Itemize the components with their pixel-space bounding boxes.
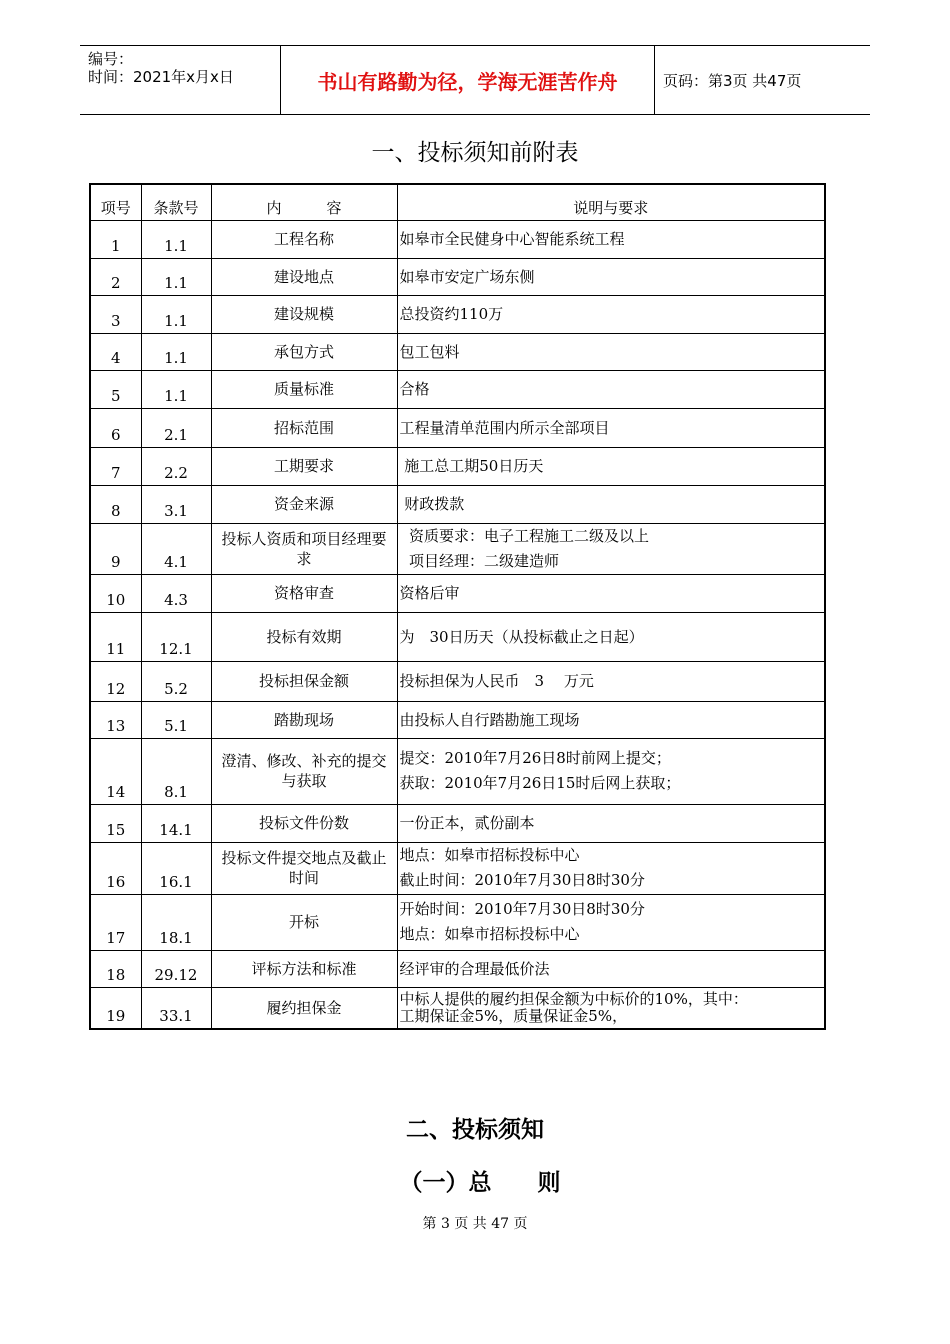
- table-row: [90, 701, 825, 738]
- item-name-cell: 资金来源: [211, 485, 397, 523]
- description-line: 如皋市全民健身中心智能系统工程: [399, 230, 625, 248]
- description-line: 地点：如皋市招标投标中心: [399, 846, 580, 864]
- table-row: [90, 370, 825, 408]
- description-cell: [397, 220, 825, 258]
- description-cell: [397, 258, 825, 295]
- clause-number-cell: 16.1: [141, 842, 211, 894]
- description-line: 项目经理：二级建造师: [399, 551, 560, 570]
- document-code-label: 编号：: [88, 50, 134, 68]
- description-cell: [397, 485, 825, 523]
- description-cell: [397, 987, 825, 1029]
- table-row: [90, 738, 825, 804]
- description-line: 截止时间：2010年7月30日8时30分: [399, 871, 645, 889]
- clause-number-cell: 14.1: [141, 804, 211, 842]
- row-number-cell: 17: [90, 894, 141, 950]
- clause-number-cell: 1.1: [141, 370, 211, 408]
- description-cell: [397, 842, 825, 894]
- clause-number-cell: 8.1: [141, 738, 211, 804]
- table-row: [90, 258, 825, 295]
- description-cell: [397, 804, 825, 842]
- description-cell: [397, 738, 825, 804]
- description-cell: [397, 574, 825, 612]
- description-line: 施工总工期50日历天: [399, 457, 544, 475]
- item-name-cell: 投标担保金额: [211, 661, 397, 701]
- row-number-cell: 14: [90, 738, 141, 804]
- item-name-cell: 投标人资质和项目经理要求: [211, 523, 397, 574]
- table-header-cell: 内 容: [211, 184, 397, 220]
- row-number-cell: 5: [90, 370, 141, 408]
- description-line: 财政拨款: [399, 495, 465, 513]
- table-header-cell: 说明与要求: [397, 184, 825, 220]
- row-number-cell: 8: [90, 485, 141, 523]
- description-line: 如皋市安定广场东侧: [399, 267, 535, 286]
- description-line: 投标担保为人民币 3 万元: [399, 672, 594, 690]
- row-number-cell: 7: [90, 447, 141, 485]
- item-name-cell: 评标方法和标准: [211, 950, 397, 987]
- header-info-cell: [80, 46, 281, 114]
- description-cell: [397, 661, 825, 701]
- description-line: 经评审的合理最低价法: [399, 959, 550, 978]
- table-row: [90, 523, 825, 574]
- row-number-cell: 4: [90, 333, 141, 370]
- item-name-cell: 投标文件提交地点及截止时间: [211, 842, 397, 894]
- item-name-cell: 资格审查: [211, 574, 397, 612]
- table-row: [90, 485, 825, 523]
- table-row: [90, 408, 825, 447]
- description-cell: [397, 701, 825, 738]
- row-number-cell: 9: [90, 523, 141, 574]
- clause-number-cell: 3.1: [141, 485, 211, 523]
- description-line: 提交：2010年7月26日8时前网上提交；: [399, 749, 671, 767]
- clause-number-cell: 1.1: [141, 295, 211, 333]
- page-header: [80, 45, 870, 115]
- description-line: 由投标人自行踏勘施工现场: [399, 710, 580, 729]
- description-cell: [397, 370, 825, 408]
- table-row: [90, 950, 825, 987]
- clause-number-cell: 1.1: [141, 220, 211, 258]
- clause-number-cell: 29.12: [141, 950, 211, 987]
- table-row: [90, 333, 825, 370]
- item-name-cell: 澄清、修改、补充的提交与获取: [211, 738, 397, 804]
- description-cell: [397, 333, 825, 370]
- clause-number-cell: 4.3: [141, 574, 211, 612]
- row-number-cell: 16: [90, 842, 141, 894]
- clause-number-cell: 4.1: [141, 523, 211, 574]
- clause-number-cell: 18.1: [141, 894, 211, 950]
- description-cell: [397, 408, 825, 447]
- description-line: 为 30日历天（从投标截止之日起）: [399, 627, 644, 646]
- document-time-label: 时间：2021年x月x日: [88, 68, 234, 86]
- clause-number-cell: 33.1: [141, 987, 211, 1029]
- row-number-cell: 19: [90, 987, 141, 1029]
- row-number-cell: 2: [90, 258, 141, 295]
- description-cell: [397, 950, 825, 987]
- item-name-cell: 工期要求: [211, 447, 397, 485]
- table-row: [90, 894, 825, 950]
- table-header-cell: 条款号: [141, 184, 211, 220]
- table-row: [90, 842, 825, 894]
- bid-instructions-table: [89, 183, 826, 1030]
- item-name-cell: 工程名称: [211, 220, 397, 258]
- item-name-cell: 投标有效期: [211, 612, 397, 661]
- table-row: [90, 574, 825, 612]
- table-header-cell: 项号: [90, 184, 141, 220]
- page-footer: 第 3 页 共 47 页: [422, 1216, 528, 1232]
- table-row: [90, 447, 825, 485]
- section-title: 一、投标须知前附表: [371, 140, 579, 166]
- clause-number-cell: 5.1: [141, 701, 211, 738]
- description-line: 中标人提供的履约担保金额为中标价的10%，其中：: [399, 989, 748, 1008]
- description-cell: [397, 894, 825, 950]
- description-line: 总投资约110万: [399, 305, 504, 323]
- description-line: 开始时间：2010年7月30日8时30分: [399, 900, 645, 918]
- description-line: 包工包料: [399, 342, 460, 361]
- table-row: [90, 220, 825, 258]
- table-row: [90, 987, 825, 1029]
- table-row: [90, 661, 825, 701]
- clause-number-cell: 12.1: [141, 612, 211, 661]
- chapter-title: 二、投标须知: [406, 1117, 544, 1143]
- description-line: 获取：2010年7月26日15时后网上获取；: [399, 774, 681, 792]
- description-cell: [397, 523, 825, 574]
- row-number-cell: 18: [90, 950, 141, 987]
- subsection-title: （一）总 则: [399, 1170, 561, 1196]
- description-line: 工程量清单范围内所示全部项目: [399, 418, 610, 437]
- item-name-cell: 履约担保金: [211, 987, 397, 1029]
- clause-number-cell: 2.1: [141, 408, 211, 447]
- description-cell: [397, 612, 825, 661]
- row-number-cell: 6: [90, 408, 141, 447]
- item-name-cell: 招标范围: [211, 408, 397, 447]
- description-line: 资格后审: [399, 584, 460, 602]
- clause-number-cell: 1.1: [141, 333, 211, 370]
- row-number-cell: 1: [90, 220, 141, 258]
- table-row: [90, 804, 825, 842]
- item-name-cell: 踏勘现场: [211, 701, 397, 738]
- row-number-cell: 13: [90, 701, 141, 738]
- item-name-cell: 质量标准: [211, 370, 397, 408]
- description-line: 地点：如皋市招标投标中心: [399, 925, 580, 943]
- description-line: 工期保证金5%，质量保证金5%，: [399, 1006, 628, 1025]
- item-name-cell: 投标文件份数: [211, 804, 397, 842]
- row-number-cell: 3: [90, 295, 141, 333]
- row-number-cell: 10: [90, 574, 141, 612]
- clause-number-cell: 2.2: [141, 447, 211, 485]
- item-name-cell: 建设地点: [211, 258, 397, 295]
- item-name-cell: 建设规模: [211, 295, 397, 333]
- row-number-cell: 12: [90, 661, 141, 701]
- header-slogan: 书山有路勤为径，学海无涯苦作舟: [281, 46, 655, 114]
- description-cell: [397, 295, 825, 333]
- description-line: 一份正本，贰份副本: [399, 814, 535, 832]
- row-number-cell: 15: [90, 804, 141, 842]
- description-cell: [397, 447, 825, 485]
- description-line: 合格: [399, 380, 430, 398]
- item-name-cell: 开标: [211, 894, 397, 950]
- clause-number-cell: 1.1: [141, 258, 211, 295]
- item-name-cell: 承包方式: [211, 333, 397, 370]
- table-row: [90, 612, 825, 661]
- row-number-cell: 11: [90, 612, 141, 661]
- description-line: 资质要求：电子工程施工二级及以上: [399, 526, 650, 545]
- table-row: [90, 295, 825, 333]
- table-header-row: [90, 184, 825, 220]
- clause-number-cell: 5.2: [141, 661, 211, 701]
- header-page-label: 页码：第3页 共47页: [663, 71, 802, 90]
